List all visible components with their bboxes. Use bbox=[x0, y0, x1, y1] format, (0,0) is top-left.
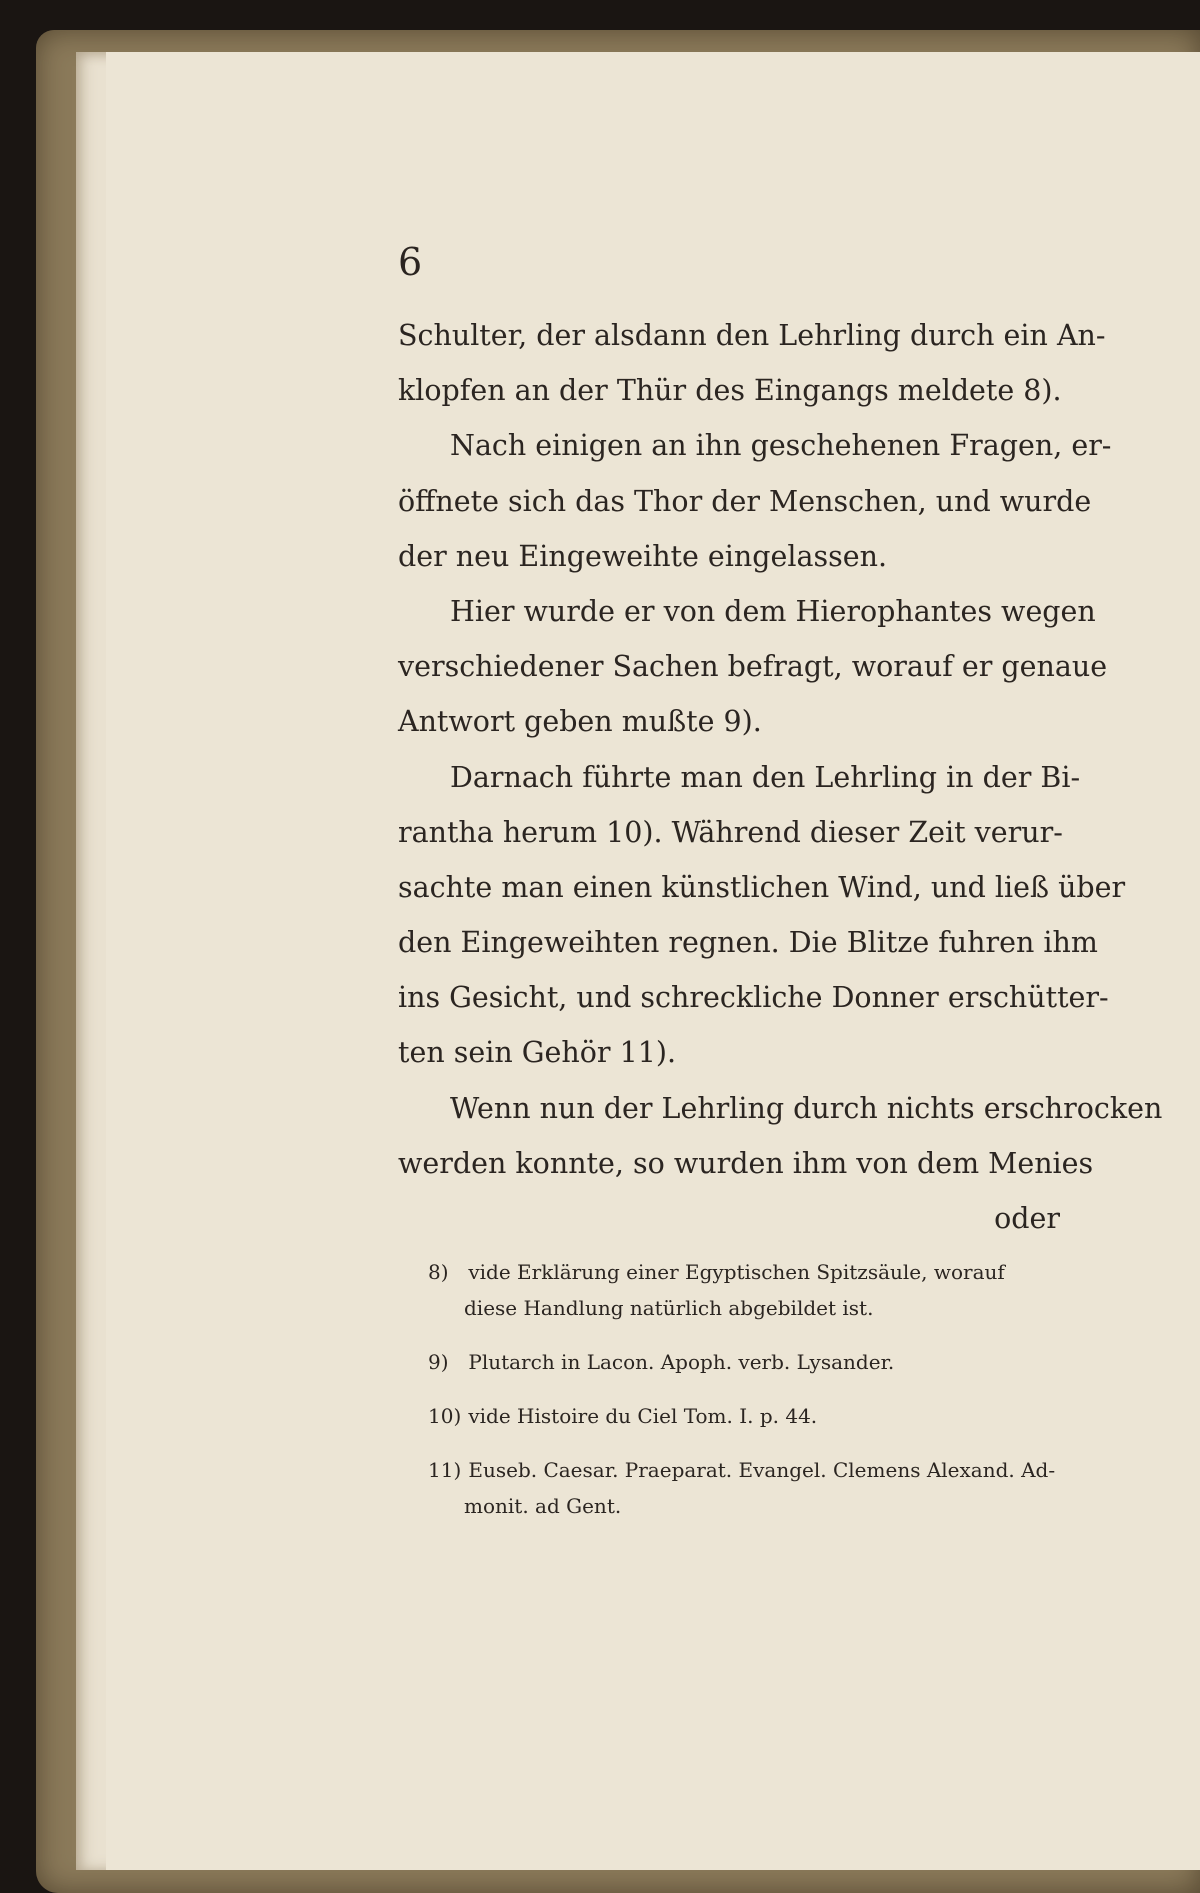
footnote-number: 9) bbox=[428, 1350, 449, 1374]
text-line: den Eingeweihten regnen. Die Blitze fuhren ihm bbox=[398, 926, 1098, 960]
footnote-continuation: monit. ad Gent. bbox=[464, 1494, 622, 1518]
footnote bbox=[428, 1452, 1060, 1524]
footnote-text: vide Erklärung einer Egyptischen Spitzsäule, worauf bbox=[468, 1260, 1005, 1284]
text-line: Hier wurde er von dem Hierophantes wegen bbox=[450, 594, 1096, 628]
footnote-line bbox=[428, 1344, 1060, 1380]
text-line: klopfen an der Thür des Eingangs meldete 8). bbox=[398, 374, 1062, 408]
footnote bbox=[428, 1344, 1060, 1380]
text-line: ten sein Gehör 11). bbox=[398, 1036, 677, 1070]
text-line: werden konnte, so wurden ihm von dem Menies bbox=[398, 1146, 1094, 1180]
text-line: rantha herum 10). Während dieser Zeit verur- bbox=[398, 815, 1063, 849]
text-line: Darnach führte man den Lehrling in der Bi- bbox=[450, 760, 1081, 794]
footnote-line bbox=[428, 1398, 1060, 1434]
text-line: ins Gesicht, und schreckliche Donner erschütter- bbox=[398, 981, 1109, 1015]
footnote-line bbox=[428, 1452, 1060, 1488]
footnote-text: Euseb. Caesar. Praeparat. Evangel. Clemens Alexand. Ad- bbox=[468, 1458, 1056, 1482]
text-line: verschiedener Sachen befragt, worauf er genaue bbox=[398, 650, 1108, 684]
text-line: Schulter, der alsdann den Lehrling durch ein An- bbox=[398, 319, 1106, 352]
main-text bbox=[398, 308, 1163, 1246]
footnote-number: 11) bbox=[428, 1458, 462, 1482]
text-line: der neu Eingeweihte eingelassen. bbox=[398, 539, 888, 573]
catchword: oder bbox=[994, 1202, 1060, 1235]
footnote-continuation: diese Handlung natürlich abgebildet ist. bbox=[464, 1296, 874, 1320]
page-number: 6 bbox=[398, 240, 423, 284]
footnote-number: 10) bbox=[428, 1404, 462, 1428]
footnote bbox=[428, 1398, 1060, 1434]
text-line: öffnete sich das Thor der Menschen, und wurde bbox=[398, 484, 1092, 518]
text-line: Antwort geben mußte 9). bbox=[398, 705, 762, 739]
text-line: Wenn nun der Lehrling durch nichts erschrocken bbox=[450, 1091, 1163, 1125]
footnote-line bbox=[428, 1254, 1060, 1290]
text-line: sachte man einen künstlichen Wind, und ließ über bbox=[398, 870, 1126, 904]
text-line: Nach einigen an ihn geschehenen Fragen, er- bbox=[450, 429, 1112, 463]
footnote-text: vide Histoire du Ciel Tom. I. p. 44. bbox=[468, 1404, 818, 1428]
footnotes bbox=[428, 1254, 1060, 1542]
footnote-text: Plutarch in Lacon. Apoph. verb. Lysander. bbox=[468, 1350, 895, 1374]
footnote-number: 8) bbox=[428, 1260, 449, 1284]
footnote bbox=[428, 1254, 1060, 1326]
